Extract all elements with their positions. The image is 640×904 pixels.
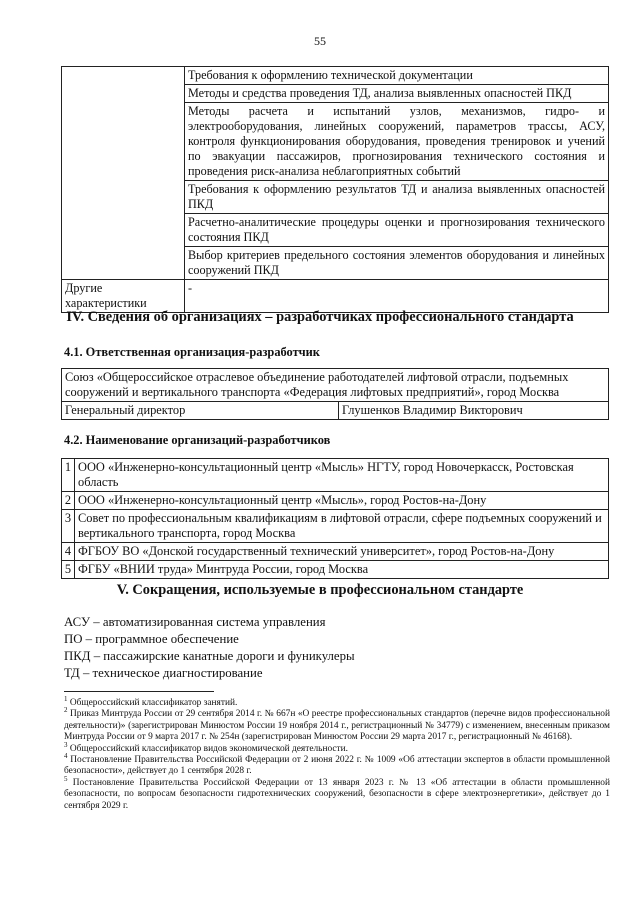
footnote-divider [64,691,214,692]
footnote [64,751,610,778]
list-item: ТД – техническое диагностирование [64,666,263,680]
developer-name: ФГБОУ ВО «Донской государственный технический университет», город Ростов-на-Дону [75,543,609,561]
developer-name: ФГБУ «ВНИИ труда» Минтруда России, город Москва [75,561,609,579]
subsection-4-2-title: 4.2. Наименование организаций-разработчиков [64,433,331,447]
table-cell: Методы расчета и испытаний узлов, механизмов, гидро- и электрооборудования, линейных сооружений, параметров трассы, АСУ, контроля функционирования оборудования, проведения тренировок и учений по эвакуации пассажиров, прогнозирования технического состояния и проведения риск-анализа неблагоприятных событий [185,103,609,181]
table-cell: Расчетно-аналитические процедуры оценки и прогнозирования технического состояния ПКД [185,214,609,247]
developer-name: ООО «Инженерно-консультационный центр «Мысль», город Ростов-на-Дону [75,492,609,510]
table-row [62,280,609,313]
footnote-mark: 3 [64,740,68,749]
table-row [62,459,609,492]
table-row [62,561,609,579]
row-number: 5 [62,561,75,579]
footnote-text: Постановление Правительства Российской Федерации от 13 января 2023 г. № 13 «Об аттестации в области промышленной безопасности, по вопросам безопасности гидротехнических сооружений, безопасности в сфере электроэнергетики», действует до 1 сентября 2029 г. [64,777,610,811]
developer-name: Совет по профессиональным квалификациям в лифтовой отрасли, сфере подъемных сооружений и вертикального транспорта, город Москва [75,510,609,543]
row-number: 2 [62,492,75,510]
table-cell: Требования к оформлению результатов ТД и анализа выявленных опасностей ПКД [185,181,609,214]
table-row [62,402,609,420]
responsible-org-table [61,368,609,420]
row-number: 4 [62,543,75,561]
section-4-title: IV. Сведения об организациях – разработчиках профессионального стандарта [66,309,574,325]
other-characteristics-label: Другие характеристики [62,280,185,313]
footnote-mark: 5 [64,774,68,783]
table-cell: Требования к оформлению технической документации [185,67,609,85]
footnote-text: Постановление Правительства Российской Федерации от 2 июня 2022 г. № 1009 «Об аттестации экспертов в области промышленной безопасности», действует до 1 сентября 2028 г. [64,755,610,777]
row-number: 1 [62,459,75,492]
table-row [62,543,609,561]
footnote-mark: 1 [64,694,68,703]
list-item: АСУ – автоматизированная система управления [64,615,326,629]
developer-name: ООО «Инженерно-консультационный центр «Мысль» НГТУ, город Новочеркасск, Ростовская область [75,459,609,492]
footnote-text: Общероссийский классификатор занятий. [67,698,238,708]
table-row [62,369,609,402]
footnote-mark: 2 [64,706,68,715]
table-row [62,492,609,510]
abbreviations-list [64,614,355,682]
empty-label-cell [62,67,185,280]
footnotes [64,694,610,812]
footnote [64,774,610,812]
table-cell: Методы и средства проведения ТД, анализа выявленных опасностей ПКД [185,85,609,103]
footnote-text: Приказ Минтруда России от 29 сентября 2014 г. № 667н «О реестре профессиональных стандартов (перечне видов профессиональной деятельности)» (зарегистрирован Минюстом России 19 ноября 2014 г., регистрационный № 34779) с изменением, внесенным приказом Минтруда России от 9 марта 2017 г. № 254н (зарегистрирован Минюстом России 29 марта 2017 г., регистрационный № 46168). [64,709,610,743]
other-characteristics-value: - [185,280,609,313]
footnote-mark: 4 [64,751,68,760]
org-name: Союз «Общероссийское отраслевое объединение работодателей лифтовой отрасли, подъемных сооружений и вертикального транспорта «Федерация лифтовых предприятий», город Москва [62,369,609,402]
table-row [62,67,609,85]
list-item: ПО – программное обеспечение [64,632,239,646]
page-number: 55 [314,34,326,48]
footnote [64,740,610,755]
row-number: 3 [62,510,75,543]
footnote-text: Общероссийский классификатор видов экономической деятельности. [67,743,349,754]
developers-table [61,458,609,579]
section-5-title: V. Сокращения, используемые в профессиональном стандарте [116,582,524,598]
director-name: Глушенков Владимир Викторович [339,402,609,420]
director-title: Генеральный директор [62,402,339,420]
list-item: ПКД – пассажирские канатные дороги и фуникулеры [64,649,355,663]
subsection-4-1-title: 4.1. Ответственная организация-разработчик [64,345,320,359]
table-row [62,510,609,543]
footnote [64,706,610,743]
footnote [64,694,610,709]
continuation-table [61,66,609,313]
table-cell: Выбор критериев предельного состояния элементов оборудования и линейных сооружений ПКД [185,247,609,280]
